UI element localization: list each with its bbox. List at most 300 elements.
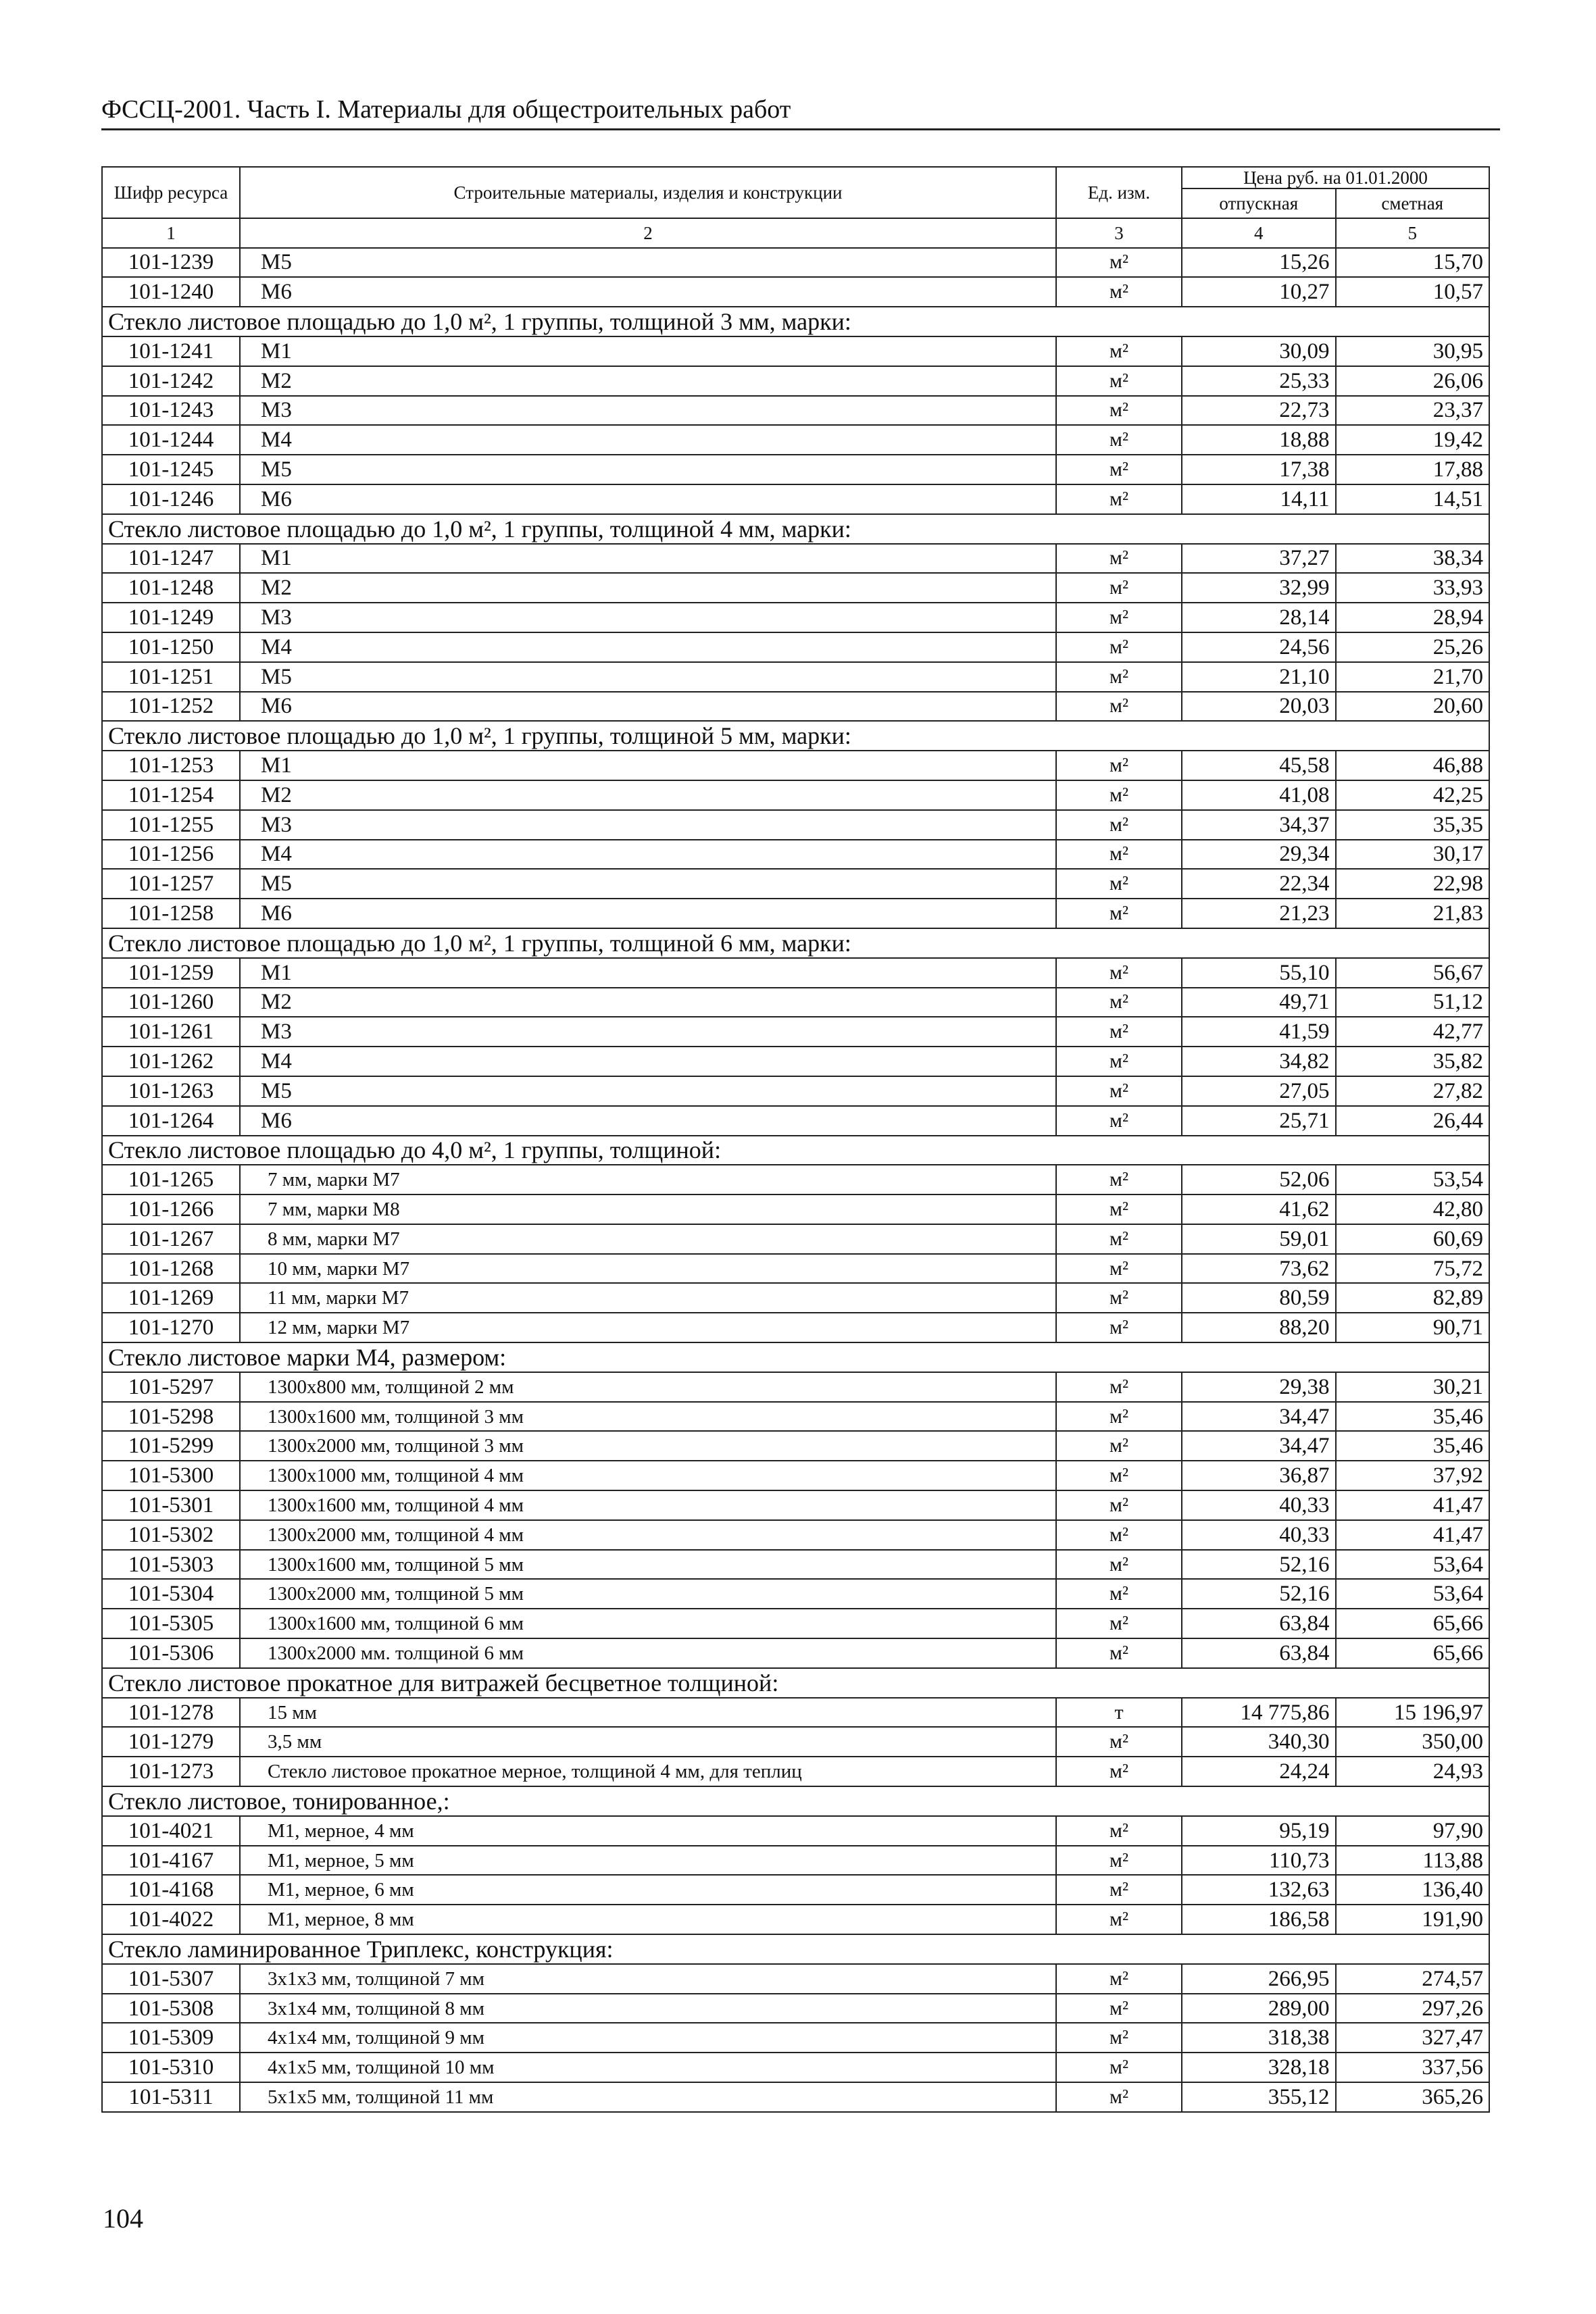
unit: м² xyxy=(1056,1905,1182,1934)
unit: м² xyxy=(1056,603,1182,632)
release-price: 63,84 xyxy=(1182,1609,1336,1638)
material-name: 1300х2000 мм, толщиной 3 мм xyxy=(240,1431,1056,1461)
estimate-price: 82,89 xyxy=(1336,1283,1490,1313)
material-name: М4 xyxy=(240,425,1056,455)
resource-code: 101-5311 xyxy=(102,2082,240,2112)
estimate-price: 35,82 xyxy=(1336,1047,1490,1076)
unit: м² xyxy=(1056,810,1182,840)
material-name: 1300х800 мм, толщиной 2 мм xyxy=(240,1372,1056,1402)
table-row xyxy=(102,632,1489,662)
resource-code: 101-5301 xyxy=(102,1490,240,1520)
unit: м² xyxy=(1056,1402,1182,1432)
material-name: М4 xyxy=(240,840,1056,870)
table-row xyxy=(102,573,1489,603)
release-price: 24,56 xyxy=(1182,632,1336,662)
resource-code: 101-4167 xyxy=(102,1846,240,1876)
table-row xyxy=(102,1224,1489,1254)
resource-code: 101-5303 xyxy=(102,1550,240,1580)
material-name: Стекло листовое прокатное мерное, толщиной 4 мм, для теплиц xyxy=(240,1757,1056,1786)
estimate-price: 53,64 xyxy=(1336,1550,1490,1580)
table-row xyxy=(102,2082,1489,2112)
release-price: 110,73 xyxy=(1182,1846,1336,1876)
estimate-price: 53,64 xyxy=(1336,1579,1490,1609)
resource-code: 101-1263 xyxy=(102,1076,240,1106)
material-name: М6 xyxy=(240,899,1056,928)
resource-code: 101-1246 xyxy=(102,484,240,514)
unit: м² xyxy=(1056,958,1182,988)
table-body xyxy=(102,248,1489,2112)
release-price: 52,06 xyxy=(1182,1165,1336,1194)
estimate-price: 35,46 xyxy=(1336,1402,1490,1432)
table-row xyxy=(102,2053,1489,2082)
release-price: 25,33 xyxy=(1182,366,1336,396)
table-row xyxy=(102,248,1489,278)
estimate-price: 90,71 xyxy=(1336,1313,1490,1342)
unit: м² xyxy=(1056,1461,1182,1490)
table-row xyxy=(102,780,1489,810)
estimate-price: 337,56 xyxy=(1336,2053,1490,2082)
table-row xyxy=(102,1165,1489,1194)
group-heading: Стекло листовое площадью до 1,0 м², 1 группы, толщиной 6 мм, марки: xyxy=(102,928,1489,958)
material-name: 1300х1000 мм, толщиной 4 мм xyxy=(240,1461,1056,1490)
unit: м² xyxy=(1056,692,1182,722)
material-name: М3 xyxy=(240,603,1056,632)
group-heading: Стекло листовое площадью до 4,0 м², 1 группы, толщиной: xyxy=(102,1136,1489,1165)
material-name: 3,5 мм xyxy=(240,1727,1056,1757)
header-price: Цена руб. на 01.01.2000 xyxy=(1182,167,1489,188)
release-price: 29,38 xyxy=(1182,1372,1336,1402)
material-name: М5 xyxy=(240,248,1056,278)
unit: м² xyxy=(1056,1313,1182,1342)
unit: м² xyxy=(1056,1757,1182,1786)
resource-code: 101-1265 xyxy=(102,1165,240,1194)
resource-code: 101-5309 xyxy=(102,2023,240,2053)
resource-code: 101-1248 xyxy=(102,573,240,603)
table-row xyxy=(102,1875,1489,1905)
estimate-price: 14,51 xyxy=(1336,484,1490,514)
resource-code: 101-1250 xyxy=(102,632,240,662)
header-code: Шифр ресурса xyxy=(102,167,240,218)
group-heading: Стекло листовое площадью до 1,0 м², 1 группы, толщиной 4 мм, марки: xyxy=(102,514,1489,544)
release-price: 24,24 xyxy=(1182,1757,1336,1786)
resource-code: 101-1251 xyxy=(102,662,240,692)
material-name: 1300х1600 мм, толщиной 6 мм xyxy=(240,1609,1056,1638)
resource-code: 101-4168 xyxy=(102,1875,240,1905)
table-row xyxy=(102,544,1489,574)
table-row xyxy=(102,1431,1489,1461)
table-row xyxy=(102,1402,1489,1432)
column-number: 1 xyxy=(102,218,240,248)
table-row xyxy=(102,1579,1489,1609)
unit: м² xyxy=(1056,1994,1182,2023)
material-name: 3х1х4 мм, толщиной 8 мм xyxy=(240,1994,1056,2023)
material-name: 1300х1600 мм, толщиной 5 мм xyxy=(240,1550,1056,1580)
release-price: 95,19 xyxy=(1182,1816,1336,1846)
group-heading-row xyxy=(102,514,1489,544)
resource-code: 101-1260 xyxy=(102,988,240,1017)
unit: м² xyxy=(1056,573,1182,603)
table-row xyxy=(102,366,1489,396)
table-row xyxy=(102,662,1489,692)
estimate-price: 42,25 xyxy=(1336,780,1490,810)
resource-code: 101-1261 xyxy=(102,1017,240,1047)
material-name: М6 xyxy=(240,484,1056,514)
table-row xyxy=(102,1313,1489,1342)
unit: м² xyxy=(1056,1194,1182,1224)
unit: м² xyxy=(1056,1431,1182,1461)
material-name: 12 мм, марки М7 xyxy=(240,1313,1056,1342)
unit: м² xyxy=(1056,840,1182,870)
unit: м² xyxy=(1056,1964,1182,1994)
material-name: М1 xyxy=(240,336,1056,366)
unit: м² xyxy=(1056,396,1182,426)
release-price: 328,18 xyxy=(1182,2053,1336,2082)
estimate-price: 21,70 xyxy=(1336,662,1490,692)
release-price: 41,62 xyxy=(1182,1194,1336,1224)
material-name: М2 xyxy=(240,573,1056,603)
release-price: 32,99 xyxy=(1182,573,1336,603)
estimate-price: 365,26 xyxy=(1336,2082,1490,2112)
material-name: 8 мм, марки М7 xyxy=(240,1224,1056,1254)
material-name: М3 xyxy=(240,810,1056,840)
table-row xyxy=(102,869,1489,899)
material-name: 5х1х5 мм, толщиной 11 мм xyxy=(240,2082,1056,2112)
material-name: М6 xyxy=(240,692,1056,722)
column-number: 3 xyxy=(1056,218,1182,248)
table-row xyxy=(102,751,1489,780)
table-row xyxy=(102,1609,1489,1638)
estimate-price: 41,47 xyxy=(1336,1520,1490,1550)
unit: м² xyxy=(1056,1816,1182,1846)
release-price: 355,12 xyxy=(1182,2082,1336,2112)
group-heading-row xyxy=(102,721,1489,751)
material-name: М4 xyxy=(240,632,1056,662)
table-row xyxy=(102,1520,1489,1550)
header-release: отпускная xyxy=(1182,188,1336,218)
unit: м² xyxy=(1056,2082,1182,2112)
column-number: 4 xyxy=(1182,218,1336,248)
release-price: 20,03 xyxy=(1182,692,1336,722)
release-price: 266,95 xyxy=(1182,1964,1336,1994)
unit: м² xyxy=(1056,899,1182,928)
release-price: 14,11 xyxy=(1182,484,1336,514)
material-name: М5 xyxy=(240,455,1056,484)
estimate-price: 20,60 xyxy=(1336,692,1490,722)
material-name: М1 xyxy=(240,544,1056,574)
table-row xyxy=(102,1638,1489,1668)
estimate-price: 274,57 xyxy=(1336,1964,1490,1994)
material-name: 1300х2000 мм. толщиной 6 мм xyxy=(240,1638,1056,1668)
material-name: М1 xyxy=(240,958,1056,988)
table-row xyxy=(102,810,1489,840)
unit: м² xyxy=(1056,1550,1182,1580)
release-price: 45,58 xyxy=(1182,751,1336,780)
unit: м² xyxy=(1056,1520,1182,1550)
header-unit: Ед. изм. xyxy=(1056,167,1182,218)
material-name: М5 xyxy=(240,662,1056,692)
resource-code: 101-4022 xyxy=(102,1905,240,1934)
estimate-price: 30,21 xyxy=(1336,1372,1490,1402)
unit: м² xyxy=(1056,1165,1182,1194)
estimate-price: 56,67 xyxy=(1336,958,1490,988)
unit: м² xyxy=(1056,1017,1182,1047)
estimate-price: 46,88 xyxy=(1336,751,1490,780)
unit: м² xyxy=(1056,484,1182,514)
resource-code: 101-1254 xyxy=(102,780,240,810)
resource-code: 101-1267 xyxy=(102,1224,240,1254)
estimate-price: 297,26 xyxy=(1336,1994,1490,2023)
resource-code: 101-1258 xyxy=(102,899,240,928)
group-heading-row xyxy=(102,1934,1489,1964)
release-price: 10,27 xyxy=(1182,277,1336,307)
resource-code: 101-1253 xyxy=(102,751,240,780)
unit: м² xyxy=(1056,1224,1182,1254)
release-price: 52,16 xyxy=(1182,1579,1336,1609)
table-row xyxy=(102,1757,1489,1786)
unit: м² xyxy=(1056,1846,1182,1876)
estimate-price: 26,06 xyxy=(1336,366,1490,396)
release-price: 318,38 xyxy=(1182,2023,1336,2053)
table-row xyxy=(102,1076,1489,1106)
column-number: 5 xyxy=(1336,218,1490,248)
release-price: 132,63 xyxy=(1182,1875,1336,1905)
unit: м² xyxy=(1056,780,1182,810)
table-row xyxy=(102,1846,1489,1876)
estimate-price: 191,90 xyxy=(1336,1905,1490,1934)
unit: м² xyxy=(1056,869,1182,899)
unit: м² xyxy=(1056,1579,1182,1609)
unit: м² xyxy=(1056,277,1182,307)
estimate-price: 75,72 xyxy=(1336,1254,1490,1284)
unit: м² xyxy=(1056,1076,1182,1106)
group-heading-row xyxy=(102,1342,1489,1372)
resource-code: 101-5302 xyxy=(102,1520,240,1550)
release-price: 29,34 xyxy=(1182,840,1336,870)
release-price: 55,10 xyxy=(1182,958,1336,988)
estimate-price: 60,69 xyxy=(1336,1224,1490,1254)
unit: м² xyxy=(1056,544,1182,574)
header-estimate: сметная xyxy=(1336,188,1490,218)
material-name: М2 xyxy=(240,780,1056,810)
unit: м² xyxy=(1056,632,1182,662)
unit: м² xyxy=(1056,336,1182,366)
release-price: 73,62 xyxy=(1182,1254,1336,1284)
release-price: 289,00 xyxy=(1182,1994,1336,2023)
release-price: 17,38 xyxy=(1182,455,1336,484)
release-price: 25,71 xyxy=(1182,1106,1336,1136)
material-name: М5 xyxy=(240,1076,1056,1106)
group-heading: Стекло листовое площадью до 1,0 м², 1 группы, толщиной 3 мм, марки: xyxy=(102,307,1489,336)
unit: м² xyxy=(1056,662,1182,692)
unit: м² xyxy=(1056,1372,1182,1402)
estimate-price: 28,94 xyxy=(1336,603,1490,632)
table-row xyxy=(102,1283,1489,1313)
unit: м² xyxy=(1056,455,1182,484)
resource-code: 101-1243 xyxy=(102,396,240,426)
table-row xyxy=(102,336,1489,366)
estimate-price: 15,70 xyxy=(1336,248,1490,278)
unit: м² xyxy=(1056,2023,1182,2053)
resource-code: 101-1255 xyxy=(102,810,240,840)
material-name: М6 xyxy=(240,1106,1056,1136)
material-name: 1300х1600 мм, толщиной 3 мм xyxy=(240,1402,1056,1432)
estimate-price: 27,82 xyxy=(1336,1076,1490,1106)
estimate-price: 25,26 xyxy=(1336,632,1490,662)
material-name: М1, мерное, 6 мм xyxy=(240,1875,1056,1905)
resource-code: 101-1270 xyxy=(102,1313,240,1342)
estimate-price: 65,66 xyxy=(1336,1638,1490,1668)
resource-code: 101-5298 xyxy=(102,1402,240,1432)
resource-code: 101-1252 xyxy=(102,692,240,722)
release-price: 28,14 xyxy=(1182,603,1336,632)
material-name: М4 xyxy=(240,1047,1056,1076)
release-price: 14 775,86 xyxy=(1182,1698,1336,1728)
material-name: 4х1х5 мм, толщиной 10 мм xyxy=(240,2053,1056,2082)
estimate-price: 17,88 xyxy=(1336,455,1490,484)
table-row xyxy=(102,1461,1489,1490)
material-name: 15 мм xyxy=(240,1698,1056,1728)
unit: м² xyxy=(1056,425,1182,455)
unit: м² xyxy=(1056,1490,1182,1520)
material-name: М3 xyxy=(240,396,1056,426)
resource-code: 101-1242 xyxy=(102,366,240,396)
resource-code: 101-1245 xyxy=(102,455,240,484)
table-row xyxy=(102,1194,1489,1224)
estimate-price: 19,42 xyxy=(1336,425,1490,455)
estimate-price: 37,92 xyxy=(1336,1461,1490,1490)
material-name: 10 мм, марки М7 xyxy=(240,1254,1056,1284)
unit: м² xyxy=(1056,2053,1182,2082)
group-heading-row xyxy=(102,928,1489,958)
material-name: 7 мм, марки М8 xyxy=(240,1194,1056,1224)
group-heading: Стекло листовое марки М4, размером: xyxy=(102,1342,1489,1372)
material-name: 1300х2000 мм, толщиной 4 мм xyxy=(240,1520,1056,1550)
unit: м² xyxy=(1056,366,1182,396)
table-row xyxy=(102,1047,1489,1076)
group-heading-row xyxy=(102,1668,1489,1698)
resource-code: 101-1241 xyxy=(102,336,240,366)
unit: м² xyxy=(1056,751,1182,780)
resource-code: 101-5306 xyxy=(102,1638,240,1668)
material-name: М5 xyxy=(240,869,1056,899)
table-row xyxy=(102,899,1489,928)
unit: м² xyxy=(1056,1254,1182,1284)
estimate-price: 26,44 xyxy=(1336,1106,1490,1136)
table-row xyxy=(102,1490,1489,1520)
resource-code: 101-1268 xyxy=(102,1254,240,1284)
table-row xyxy=(102,1254,1489,1284)
page-number: 104 xyxy=(103,2203,143,2234)
release-price: 49,71 xyxy=(1182,988,1336,1017)
release-price: 34,82 xyxy=(1182,1047,1336,1076)
release-price: 34,47 xyxy=(1182,1402,1336,1432)
table-row xyxy=(102,277,1489,307)
resource-code: 101-1240 xyxy=(102,277,240,307)
release-price: 80,59 xyxy=(1182,1283,1336,1313)
estimate-price: 113,88 xyxy=(1336,1846,1490,1876)
estimate-price: 53,54 xyxy=(1336,1165,1490,1194)
estimate-price: 65,66 xyxy=(1336,1609,1490,1638)
table-row xyxy=(102,455,1489,484)
estimate-price: 10,57 xyxy=(1336,277,1490,307)
resource-code: 101-1247 xyxy=(102,544,240,574)
estimate-price: 30,17 xyxy=(1336,840,1490,870)
material-name: М1 xyxy=(240,751,1056,780)
resource-code: 101-1262 xyxy=(102,1047,240,1076)
unit: т xyxy=(1056,1698,1182,1728)
material-name: 11 мм, марки М7 xyxy=(240,1283,1056,1313)
estimate-price: 23,37 xyxy=(1336,396,1490,426)
table-row xyxy=(102,396,1489,426)
resource-code: 101-4021 xyxy=(102,1816,240,1846)
table-row xyxy=(102,1698,1489,1728)
table-row xyxy=(102,1372,1489,1402)
estimate-price: 327,47 xyxy=(1336,2023,1490,2053)
resource-code: 101-1269 xyxy=(102,1283,240,1313)
estimate-price: 30,95 xyxy=(1336,336,1490,366)
table-row xyxy=(102,484,1489,514)
estimate-price: 38,34 xyxy=(1336,544,1490,574)
resource-code: 101-5299 xyxy=(102,1431,240,1461)
material-name: 1300х2000 мм, толщиной 5 мм xyxy=(240,1579,1056,1609)
resource-code: 101-1244 xyxy=(102,425,240,455)
material-name: М1, мерное, 4 мм xyxy=(240,1816,1056,1846)
estimate-price: 350,00 xyxy=(1336,1727,1490,1757)
unit: м² xyxy=(1056,248,1182,278)
material-name: 3х1х3 мм, толщиной 7 мм xyxy=(240,1964,1056,1994)
resource-code: 101-1266 xyxy=(102,1194,240,1224)
release-price: 36,87 xyxy=(1182,1461,1336,1490)
group-heading: Стекло листовое, тонированное,: xyxy=(102,1786,1489,1816)
release-price: 18,88 xyxy=(1182,425,1336,455)
estimate-price: 97,90 xyxy=(1336,1816,1490,1846)
release-price: 15,26 xyxy=(1182,248,1336,278)
group-heading: Стекло листовое прокатное для витражей бесцветное толщиной: xyxy=(102,1668,1489,1698)
resource-code: 101-1249 xyxy=(102,603,240,632)
resource-code: 101-5308 xyxy=(102,1994,240,2023)
table-row xyxy=(102,1964,1489,1994)
resource-code: 101-1278 xyxy=(102,1698,240,1728)
group-heading-row xyxy=(102,1786,1489,1816)
resource-code: 101-5307 xyxy=(102,1964,240,1994)
release-price: 21,23 xyxy=(1182,899,1336,928)
unit: м² xyxy=(1056,1875,1182,1905)
table-row xyxy=(102,1816,1489,1846)
release-price: 27,05 xyxy=(1182,1076,1336,1106)
unit: м² xyxy=(1056,1106,1182,1136)
release-price: 88,20 xyxy=(1182,1313,1336,1342)
estimate-price: 22,98 xyxy=(1336,869,1490,899)
unit: м² xyxy=(1056,1609,1182,1638)
group-heading: Стекло листовое площадью до 1,0 м², 1 группы, толщиной 5 мм, марки: xyxy=(102,721,1489,751)
group-heading-row xyxy=(102,307,1489,336)
resource-code: 101-1273 xyxy=(102,1757,240,1786)
release-price: 40,33 xyxy=(1182,1490,1336,1520)
group-heading: Стекло ламинированное Триплекс, конструкция: xyxy=(102,1934,1489,1964)
resource-code: 101-1257 xyxy=(102,869,240,899)
table-row xyxy=(102,1905,1489,1934)
release-price: 22,73 xyxy=(1182,396,1336,426)
table-row xyxy=(102,1727,1489,1757)
table-row xyxy=(102,692,1489,722)
release-price: 59,01 xyxy=(1182,1224,1336,1254)
price-table xyxy=(101,166,1490,2113)
unit: м² xyxy=(1056,1047,1182,1076)
table-row xyxy=(102,425,1489,455)
resource-code: 101-1256 xyxy=(102,840,240,870)
resource-code: 101-5300 xyxy=(102,1461,240,1490)
estimate-price: 41,47 xyxy=(1336,1490,1490,1520)
